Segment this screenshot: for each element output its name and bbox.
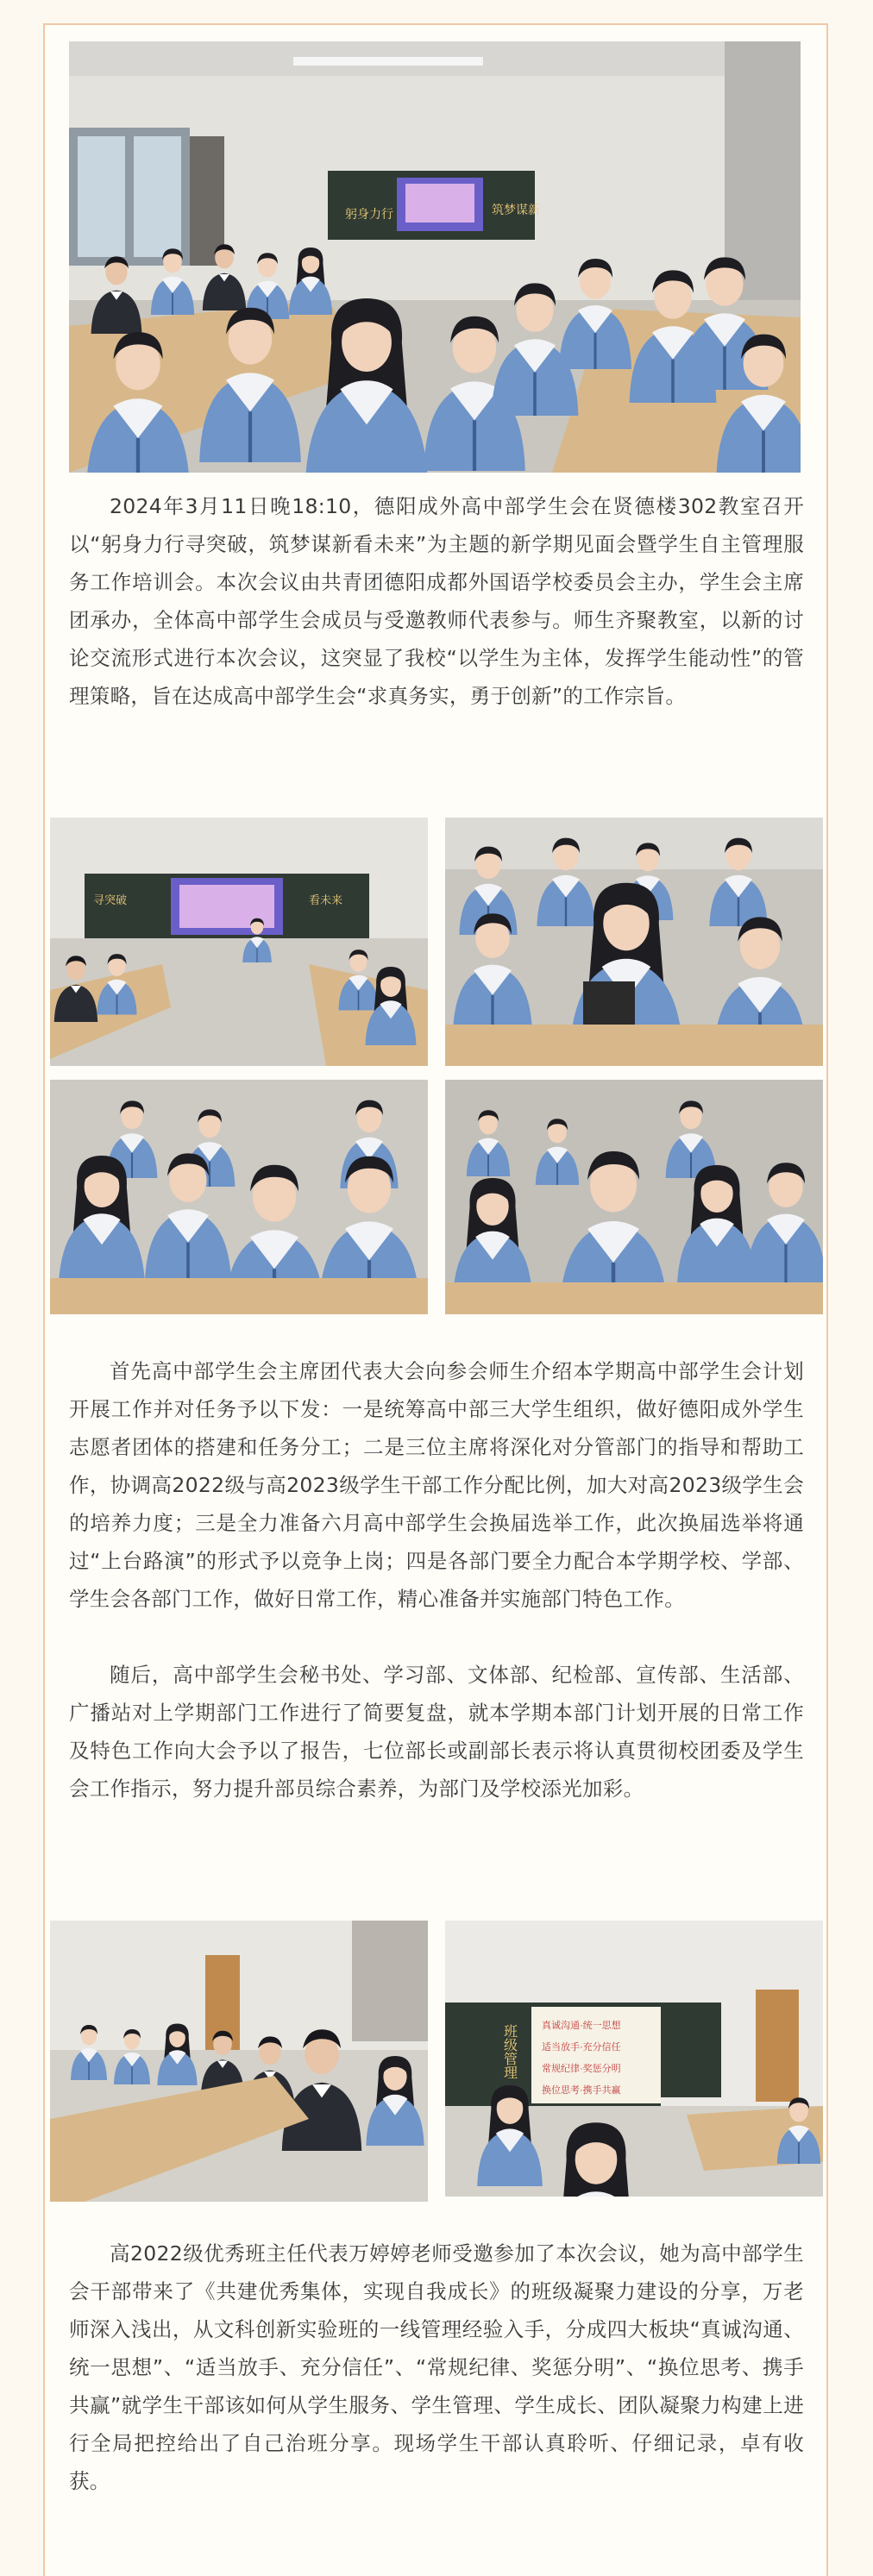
- blackboard-text-left-2: 寻突破: [93, 893, 128, 906]
- photo-teachers-seated: [50, 1921, 428, 2202]
- paragraph-department-review: 随后，高中部学生会秘书处、学习部、文体部、纪检部、宣传部、生活部、广播站对上学期部门工作进行了简要复盘，就本学期本部门计划开展的日常工作及特色工作向大会予以了报告，七位部长或副部长表示将认真贯彻校团委及学生会工作指示，努力提升部员综合素养，为部门及学校添光加彩。: [69, 1663, 804, 1801]
- board-vertical-text: 班级管理: [501, 2024, 517, 2079]
- paragraph-teacher-sharing: 高2022级优秀班主任代表万婷婷老师受邀参加了本次会议，她为高中部学生会干部带来了《共建优秀集体，实现自我成长》的班级凝聚力建设的分享，万老师深入浅出，从文科创新实验班的一线管理经验入手，分成四大板块“真诚沟通、统一思想”、“适当放手、充分信任”、“常规纪律、奖惩分明”、“换位思考、携手共赢”就学生干部该如何从学生服务、学生管理、学生成长、团队凝聚力构建上进行全局把控给出了自己治班分享。现场学生干部认真聆听、仔细记录，卓有收获。: [69, 2241, 804, 2493]
- paragraph-intro: 2024年3月11日晚18:10，德阳成外高中部学生会在贤德楼302教室召开以“躬身力行寻突破，筑梦谋新看未来”为主题的新学期见面会暨学生自主管理服务工作培训会。本次会议由共青团德阳成都外国语学校委员会主办，学生会主席团承办，全体高中部学生会成员与受邀教师代表参与。师生齐聚教室，以新的讨论交流形式进行本次会议，这突显了我校“以学生为主体，发挥学生能动性”的管理策略，旨在达成高中部学生会“求真务实，勇于创新”的工作宗旨。: [69, 494, 804, 708]
- photo-students-reading-left: [50, 1080, 428, 1314]
- blackboard-text-right-2: 看未来: [309, 893, 343, 906]
- screen-item-4: 换位思考·携手共赢: [542, 2085, 621, 2096]
- screen-item-1: 真诚沟通·统一思想: [542, 2021, 621, 2031]
- blackboard-text-right: 筑梦谋新: [492, 204, 540, 217]
- screen-item-3: 常规纪律·奖惩分明: [542, 2064, 621, 2074]
- photo-teacher-presentation: [445, 1921, 823, 2197]
- screen-item-2: 适当放手·充分信任: [542, 2042, 621, 2053]
- photo-classroom-overview: [69, 41, 801, 473]
- blackboard-text-left: 躬身力行: [345, 209, 393, 222]
- photo-students-reading-right: [445, 1080, 823, 1314]
- photo-blackboard-view: [50, 818, 428, 1066]
- photo-girl-reading: [445, 818, 823, 1066]
- paragraph-presidium-plan: 首先高中部学生会主席团代表大会向参会师生介绍本学期高中部学生会计划开展工作并对任务予以下发：一是统筹高中部三大学生组织，做好德阳成外学生志愿者团体的搭建和任务分工；二是三位主席将深化对分管部门的指导和帮助工作，协调高2022级与高2023级学生干部工作分配比例，加大对高2023级学生会的培养力度；三是全力准备六月高中部学生会换届选举工作，此次换届选举将通过“上台路演”的形式予以竞争上岗；四是各部门要全力配合本学期学校、学部、学生会各部门工作，做好日常工作，精心准备并实施部门特色工作。: [69, 1359, 804, 1611]
